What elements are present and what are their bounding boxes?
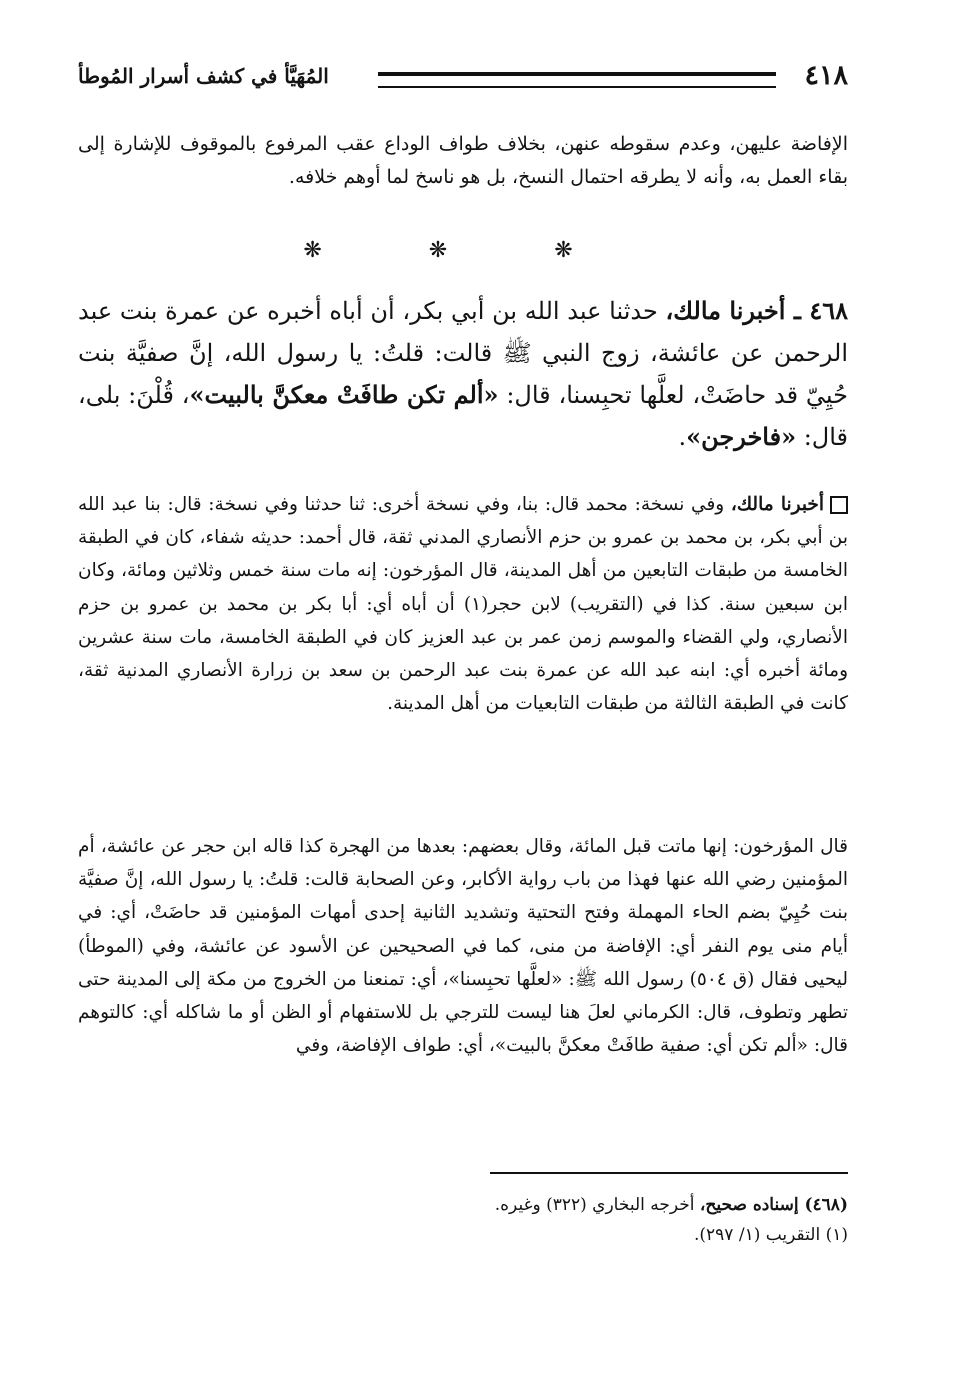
hadith-text [78, 290, 848, 458]
section-separator: ❋ ❋ ❋ [303, 238, 623, 263]
page-number: ٤١٨ [804, 60, 848, 91]
footnote-1-text: أخرجه البخاري (٣٢٢) وغيره. [494, 1195, 700, 1215]
commentary-lead: أخبرنا مالك، [730, 494, 824, 515]
hadith-number-lead: ٤٦٨ ـ أخبرنا مالك، [665, 296, 849, 325]
commentary-paragraph-2: قال المؤرخون: إنها ماتت قبل المائة، وقال بعضهم: بعدها من الهجرة كذا قاله ابن حجر عن عائشة، أم المؤمنين رضي الله عنها فهذا من باب رواية الأكابر، وعن الصحابة قالت: قلتُ: يا رسول الله، إنَّ صفيَّة بنت حُيِيّ بضم الحاء المهملة وفتح التحتية وتشديد الثانية إحدى أمهات المؤمنين قد حاضَتْ، أي: في أيام منى يوم النفر أي: الإفاضة من منى، كما في الصحيحين عن الأسود عن عائشة، وفي (الموطأ) ليحيى فقال (ق ٥٠٤) رسول الله ﷺ: «لعلَّها تحبِسنا»، أي: تمنعنا من الخروج من مكة إلى المدينة حتى تطهر وتطوف، قال: الكرماني لعلَ هنا ليست للترجي بل للاستفهام أو الظن أو ما شاكله أي: كالتوهم قال: «ألم تكن أي: صفية طافَتْ معكنَّ بالبيت»، أي: طواف الإفاضة، وفي [78, 836, 848, 1057]
footnote-divider [490, 1172, 848, 1174]
header-double-rule [378, 72, 776, 88]
book-title: المُهَيَّأ في كشف أسرار المُوطأ [78, 64, 329, 88]
hadith-body-1: حدثنا عبد الله بن أبي بكر، أن أباه أخبره عن عمرة بنت عبد الرحمن عن عائشة، زوج النبي ﷺ قالت: قلتُ: يا رسول الله، إنَّ صفيَّة بنت حُيِيّ قد حاضَتْ، لعلَّها تحبِسنا، قال: [78, 297, 849, 409]
square-marker-icon [830, 496, 848, 514]
hadith-quote-1: «ألم تكن طافَتْ معكنَّ بالبيت» [189, 380, 499, 409]
hadith-quote-2: «فاخرجن» [686, 422, 797, 451]
page-header [78, 58, 848, 98]
footnote-1 [78, 1192, 848, 1218]
commentary-paragraph-1 [78, 488, 848, 720]
footnote-2: (١) التقريب (١/ ٢٩٧). [693, 1225, 848, 1245]
commentary-1-text: وفي نسخة: محمد قال: بنا، وفي نسخة أخرى: ثنا حدثنا وفي نسخة: قال: بنا عبد الله بن أبي بكر، بن محمد بن عمرو بن حزم الأنصاري المدني ثقة، قال أحمد: حديثه شفاء، كان في الطبقة الخامسة من طبقات التابعين من أهل المدينة، قال المؤرخون: إنه مات سنة خمس وثلاثين ومائة، وكان ابن سبعين سنة. كذا في (التقريب) لابن حجر(١) أن أباه أي: أبا بكر بن محمد بن عمرو بن حزم الأنصاري، ولي القضاء والموسم زمن عمر بن عبد العزيز كان في الطبقة الخامسة، مات سنة عشرين ومائة أخبره أي: ابنه عبد الله عن عمرة بنت عبد الرحمن بن سعد بن زرارة الأنصاري المدنية ثقة، كانت في الطبقة الثالثة من طبقات التابعيات من أهل المدينة. [78, 494, 848, 715]
hadith-ending: . [678, 423, 687, 451]
hadith-body-2: ، قُلْنَ: بلى، قال: [78, 381, 848, 451]
footnote-1-lead: (٤٦٨) إسناده صحيح، [699, 1195, 848, 1215]
intro-paragraph: الإفاضة عليهن، وعدم سقوطه عنهن، بخلاف طواف الوداع عقب المرفوع بالموقوف للإشارة إلى بقاء العمل به، وأنه لا يطرقه احتمال النسخ، بل هو ناسخ لما أوهم خلافه. [78, 133, 848, 188]
